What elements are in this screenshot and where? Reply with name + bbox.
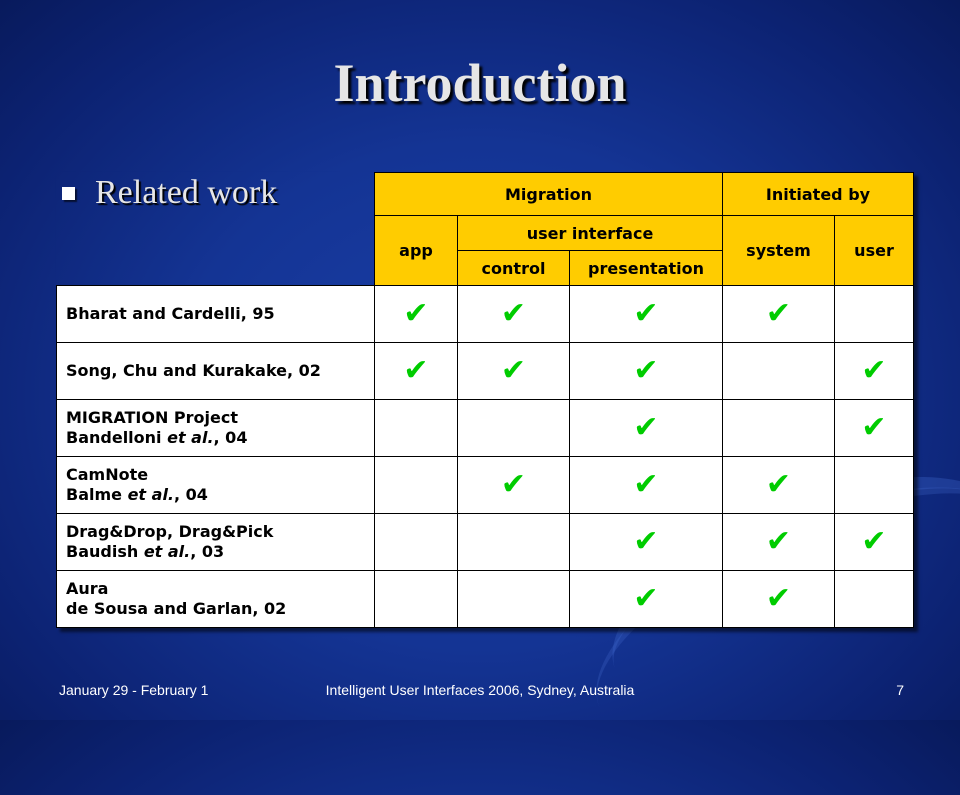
header-user: user bbox=[835, 216, 914, 286]
table-row bbox=[57, 571, 914, 628]
table-row bbox=[57, 286, 914, 343]
row-name-line2: Baudish et al., 03 bbox=[66, 542, 225, 561]
check-cell bbox=[375, 286, 458, 343]
bullet-text: Related work bbox=[95, 174, 278, 211]
row-name-cell bbox=[57, 514, 375, 571]
check-cell bbox=[570, 400, 723, 457]
footer-date: January 29 - February 1 bbox=[59, 682, 209, 698]
row-name-line1: Drag&Drop, Drag&Pick bbox=[66, 522, 274, 541]
check-cell bbox=[835, 514, 914, 571]
checkmark-icon: ✔ bbox=[500, 353, 527, 388]
table-row bbox=[57, 343, 914, 400]
table-row bbox=[57, 514, 914, 571]
row-name-line1: Aura bbox=[66, 579, 109, 598]
table-row bbox=[57, 457, 914, 514]
table-body bbox=[57, 286, 914, 628]
check-cell bbox=[458, 514, 570, 571]
header-control: control bbox=[458, 251, 570, 286]
checkmark-icon: ✔ bbox=[633, 524, 659, 559]
row-name-cell bbox=[57, 286, 375, 343]
check-cell bbox=[723, 400, 835, 457]
row-name-line1: MIGRATION Project bbox=[66, 408, 238, 427]
check-cell bbox=[570, 457, 723, 514]
checkmark-icon: ✔ bbox=[403, 353, 429, 388]
checkmark-icon: ✔ bbox=[500, 467, 527, 502]
checkmark-icon: ✔ bbox=[861, 410, 887, 445]
checkmark-icon: ✔ bbox=[861, 353, 887, 388]
check-cell bbox=[458, 400, 570, 457]
checkmark-icon: ✔ bbox=[765, 296, 792, 331]
header-system: system bbox=[723, 216, 835, 286]
check-cell bbox=[723, 457, 835, 514]
check-cell bbox=[375, 343, 458, 400]
row-name-cell bbox=[57, 457, 375, 514]
row-name-line2: Balme et al., 04 bbox=[66, 485, 208, 504]
check-cell bbox=[835, 286, 914, 343]
checkmark-icon: ✔ bbox=[633, 581, 659, 616]
check-cell bbox=[723, 571, 835, 628]
check-cell bbox=[375, 514, 458, 571]
checkmark-icon: ✔ bbox=[633, 410, 659, 445]
check-cell bbox=[570, 286, 723, 343]
check-cell bbox=[375, 400, 458, 457]
header-migration: Migration bbox=[375, 173, 723, 216]
check-cell bbox=[458, 286, 570, 343]
checkmark-icon: ✔ bbox=[765, 581, 792, 616]
row-name-line1: Song, Chu and Kurakake, 02 bbox=[66, 361, 321, 380]
header-initiated-by: Initiated by bbox=[723, 173, 914, 216]
check-cell bbox=[723, 286, 835, 343]
row-name-line2: Bandelloni et al., 04 bbox=[66, 428, 248, 447]
footer-conference: Intelligent User Interfaces 2006, Sydney, Australia bbox=[325, 682, 635, 698]
check-cell bbox=[723, 343, 835, 400]
footer-page-number: 7 bbox=[896, 682, 904, 698]
checkmark-icon: ✔ bbox=[403, 296, 429, 331]
checkmark-icon: ✔ bbox=[765, 467, 792, 502]
check-cell bbox=[375, 571, 458, 628]
header-app: app bbox=[375, 216, 458, 286]
check-cell bbox=[835, 343, 914, 400]
checkmark-icon: ✔ bbox=[500, 296, 527, 331]
row-name-line1: CamNote bbox=[66, 465, 149, 484]
header-presentation: presentation bbox=[570, 251, 723, 286]
check-cell bbox=[375, 457, 458, 514]
check-cell bbox=[458, 457, 570, 514]
checkmark-icon: ✔ bbox=[861, 524, 887, 559]
table-row bbox=[57, 400, 914, 457]
check-cell bbox=[458, 571, 570, 628]
row-name-line2: de Sousa and Garlan, 02 bbox=[66, 599, 287, 618]
related-work-table bbox=[56, 172, 914, 628]
bullet-item bbox=[62, 174, 277, 212]
check-cell bbox=[835, 571, 914, 628]
check-cell bbox=[570, 514, 723, 571]
check-cell bbox=[570, 571, 723, 628]
check-cell bbox=[458, 343, 570, 400]
checkmark-icon: ✔ bbox=[633, 467, 659, 502]
bullet-square-icon bbox=[62, 187, 75, 200]
slide-title: Introduction bbox=[333, 53, 627, 113]
checkmark-icon: ✔ bbox=[633, 353, 659, 388]
row-name-cell bbox=[57, 571, 375, 628]
check-cell bbox=[723, 514, 835, 571]
check-cell bbox=[835, 400, 914, 457]
header-user-interface: user interface bbox=[458, 216, 723, 251]
checkmark-icon: ✔ bbox=[633, 296, 659, 331]
checkmark-icon: ✔ bbox=[765, 524, 792, 559]
check-cell bbox=[835, 457, 914, 514]
row-name-cell bbox=[57, 400, 375, 457]
check-cell bbox=[570, 343, 723, 400]
row-name-cell bbox=[57, 343, 375, 400]
row-name-line1: Bharat and Cardelli, 95 bbox=[66, 304, 275, 323]
